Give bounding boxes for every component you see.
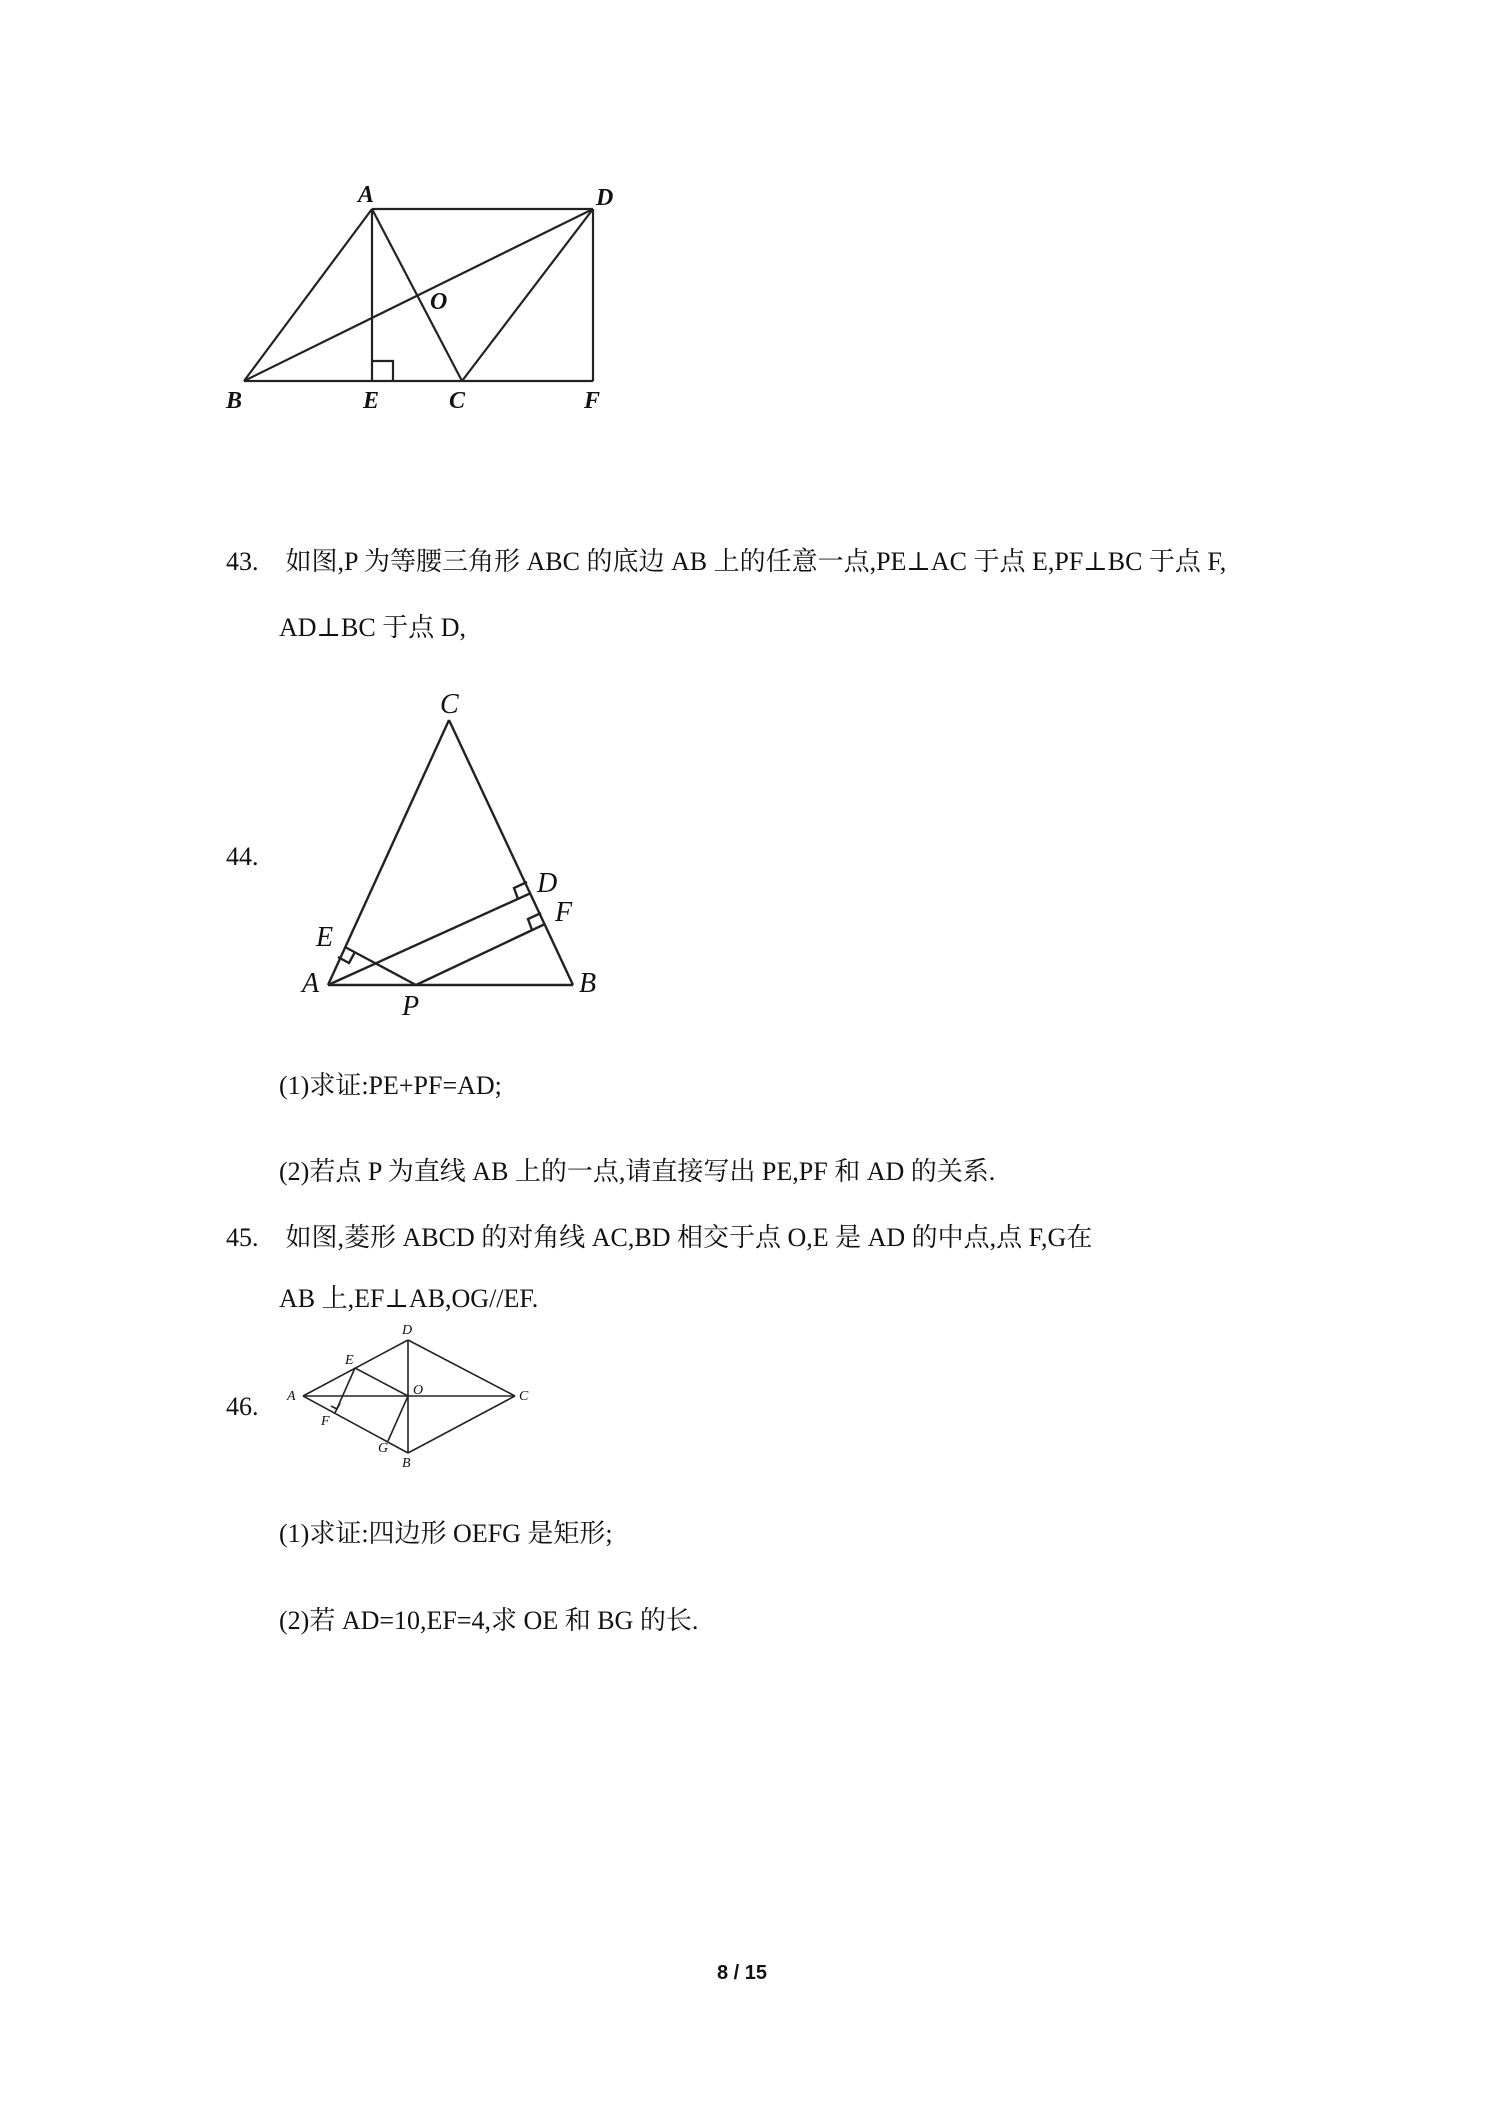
fig2-label-A: A — [302, 968, 320, 999]
fig2-label-B: B — [579, 968, 597, 999]
page-number: 8 / 15 — [717, 1962, 768, 1984]
fig1-label-F: F — [584, 388, 601, 414]
fig2-label-C: C — [440, 689, 459, 720]
fig2-label-D: D — [537, 868, 558, 899]
fig1-label-B: B — [226, 388, 243, 414]
fig3-label-E: E — [345, 1353, 354, 1368]
fig1-label-C: C — [449, 388, 466, 414]
fig3-label-A: A — [287, 1389, 296, 1404]
question-43-line-1: 如图,P 为等腰三角形 ABC 的底边 AB 上的任意一点,PE⊥AC 于点 E,PF⊥BC 于点 F, — [285, 547, 1227, 576]
fig3-label-B: B — [402, 1456, 411, 1471]
fig3-label-D: D — [402, 1323, 413, 1338]
fig3-label-C: C — [519, 1389, 529, 1404]
question-43-line-2: AD⊥BC 于点 D, — [279, 613, 466, 642]
question-46-number: 46. — [226, 1392, 259, 1421]
question-43-number: 43. — [226, 547, 259, 576]
question-44-part-2: (2)若点 P 为直线 AB 上的一点,请直接写出 PE,PF 和 AD 的关系. — [279, 1157, 996, 1186]
fig2-label-P: P — [402, 991, 420, 1022]
question-46-part-1: (1)求证:四边形 OEFG 是矩形; — [279, 1519, 613, 1548]
fig3-label-G: G — [378, 1441, 389, 1456]
fig3-label-F: F — [321, 1414, 330, 1429]
question-46-part-2: (2)若 AD=10,EF=4,求 OE 和 BG 的长. — [279, 1606, 699, 1635]
fig2-label-F: F — [555, 897, 573, 928]
fig3-label-O: O — [413, 1383, 424, 1398]
question-44-number: 44. — [226, 842, 259, 871]
fig1-label-D: D — [596, 185, 614, 211]
question-45-number: 45. — [226, 1223, 259, 1252]
question-45-line-2: AB 上,EF⊥AB,OG//EF. — [279, 1284, 539, 1313]
fig2-label-E: E — [316, 922, 334, 953]
fig1-label-O: O — [430, 289, 448, 315]
fig1-label-E: E — [363, 388, 380, 414]
question-44-part-1: (1)求证:PE+PF=AD; — [279, 1071, 502, 1100]
fig1-label-A: A — [358, 182, 375, 208]
question-45-line-1: 如图,菱形 ABCD 的对角线 AC,BD 相交于点 O,E 是 AD 的中点,点 F,G在 — [285, 1223, 1093, 1252]
